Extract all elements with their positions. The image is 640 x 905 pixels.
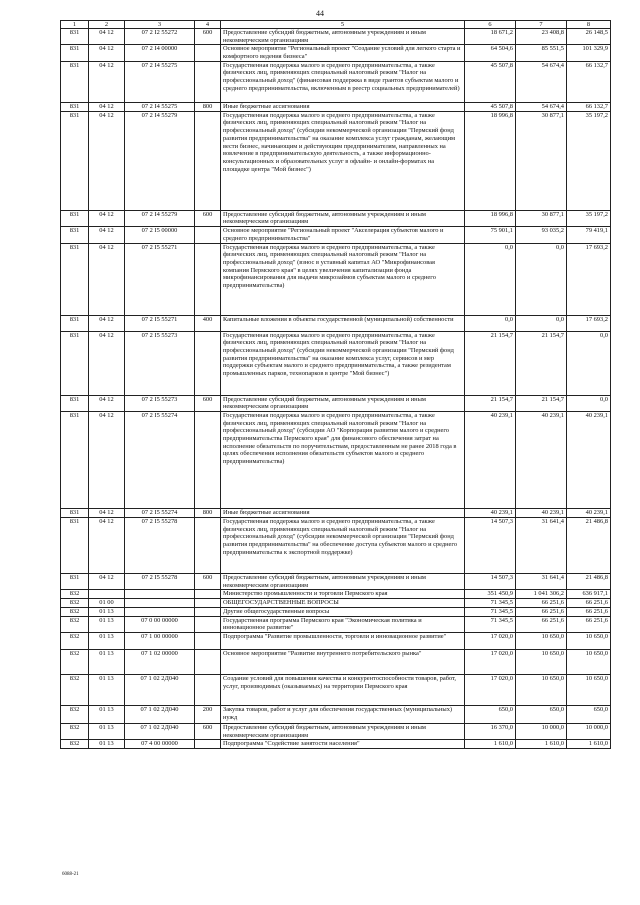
table-row <box>61 517 611 573</box>
table-row <box>61 227 611 243</box>
cell-col-year-1: 17 020,0 <box>465 650 516 675</box>
cell-col-glava: 832 <box>61 616 89 632</box>
cell-col-vr <box>195 227 221 243</box>
cell-col-razdel: 01 13 <box>89 633 125 650</box>
cell-col-csr: 07 2 I4 00000 <box>125 45 195 61</box>
header-col-3: 3 <box>125 21 195 29</box>
cell-col-glava: 832 <box>61 598 89 607</box>
cell-col-year-2: 0,0 <box>516 315 567 331</box>
cell-col-name: Предоставление субсидий бюджетным, автономным учреждениям и иным некоммерческим организациям <box>221 210 465 226</box>
cell-col-vr <box>195 45 221 61</box>
cell-col-year-1: 21 154,7 <box>465 331 516 395</box>
cell-col-name: Капитальные вложения в объекты государственной (муниципальной) собственности <box>221 315 465 331</box>
cell-col-name: Государственная поддержка малого и среднего предпринимательства, а также физических лиц, применяющих специальный налоговый режим "Налог на профессиональный доход" (финансовая поддержка в виде грантов субъектам малого и среднего предпринимательства, включенным в реестр социальных предпринимателей) <box>221 61 465 102</box>
cell-col-razdel: 01 13 <box>89 607 125 616</box>
table-header <box>61 21 611 29</box>
header-col-5: 5 <box>221 21 465 29</box>
cell-col-name: Закупка товаров, работ и услуг для обеспечения государственных (муниципальных) нужд <box>221 706 465 724</box>
cell-col-year-3: 0,0 <box>567 331 611 395</box>
cell-col-year-3: 66 132,7 <box>567 102 611 111</box>
cell-col-csr: 07 2 I5 00000 <box>125 227 195 243</box>
cell-col-year-3: 17 693,2 <box>567 315 611 331</box>
cell-col-year-2: 650,0 <box>516 706 567 724</box>
cell-col-glava: 831 <box>61 243 89 315</box>
table-row <box>61 395 611 411</box>
cell-col-glava: 831 <box>61 210 89 226</box>
cell-col-year-3: 35 197,2 <box>567 111 611 210</box>
cell-col-glava: 832 <box>61 724 89 740</box>
cell-col-year-2: 54 674,4 <box>516 102 567 111</box>
cell-col-year-2: 23 408,8 <box>516 29 567 45</box>
cell-col-vr <box>195 243 221 315</box>
table-row <box>61 508 611 517</box>
cell-col-glava: 831 <box>61 411 89 508</box>
cell-col-year-2: 40 239,1 <box>516 508 567 517</box>
table-row <box>61 29 611 45</box>
cell-col-razdel: 01 13 <box>89 706 125 724</box>
cell-col-name: Создание условий для повышения качества и конкурентоспособности товаров, работ, услуг, производимых (оказываемых) на территории Пермского края <box>221 675 465 706</box>
cell-col-csr <box>125 590 195 599</box>
cell-col-razdel <box>89 590 125 599</box>
cell-col-vr <box>195 675 221 706</box>
cell-col-razdel: 04 12 <box>89 227 125 243</box>
cell-col-csr: 07 1 02 2Д040 <box>125 675 195 706</box>
cell-col-name: Государственная поддержка малого и среднего предпринимательства, а также физических лиц, применяющих специальный налоговый режим "Налог на профессиональный доход" (взнос в уставный капитал АО "Микрофинансовая компания Пермского края" в целях увеличения капитализации фонда микрофинансирования для выдачи микрозаймов субъектам малого и среднего предпринимательства) <box>221 243 465 315</box>
cell-col-year-2: 31 641,4 <box>516 573 567 589</box>
cell-col-year-1: 14 507,3 <box>465 517 516 573</box>
header-col-2: 2 <box>89 21 125 29</box>
cell-col-razdel: 04 12 <box>89 243 125 315</box>
table-row <box>61 331 611 395</box>
cell-col-year-2: 66 251,6 <box>516 616 567 632</box>
cell-col-year-2: 30 877,1 <box>516 210 567 226</box>
table-row <box>61 111 611 210</box>
cell-col-razdel: 01 13 <box>89 724 125 740</box>
cell-col-year-2: 0,0 <box>516 243 567 315</box>
cell-col-name: Государственная поддержка малого и среднего предпринимательства, а также физических лиц, применяющих специальный налоговый режим "Налог на профессиональный доход" (субсидии АО "Корпорация развития малого и среднего предпринимательства Пермского края" для финансового обеспечения затрат на исполнение обязательств по поручительствам, предоставленным не ранее 2018 года в целях обеспечения исполнения обязательств субъектов малого и среднего предпринимательства) <box>221 411 465 508</box>
cell-col-razdel: 04 12 <box>89 573 125 589</box>
cell-col-year-3: 10 000,0 <box>567 724 611 740</box>
cell-col-glava: 831 <box>61 29 89 45</box>
cell-col-name: Государственная программа Пермского края "Экономическая политика и инновационное развитие" <box>221 616 465 632</box>
cell-col-vr <box>195 111 221 210</box>
cell-col-razdel: 04 12 <box>89 508 125 517</box>
cell-col-year-2: 66 251,6 <box>516 598 567 607</box>
cell-col-vr <box>195 740 221 749</box>
cell-col-csr <box>125 607 195 616</box>
cell-col-glava: 832 <box>61 675 89 706</box>
cell-col-name: Основное мероприятие "Региональный проект "Создание условий для легкого старта и комфортного ведения бизнеса" <box>221 45 465 61</box>
cell-col-year-2: 21 154,7 <box>516 331 567 395</box>
cell-col-year-1: 18 996,8 <box>465 111 516 210</box>
cell-col-year-2: 85 551,5 <box>516 45 567 61</box>
cell-col-name: Основное мероприятие "Развитие внутреннего потребительского рынка" <box>221 650 465 675</box>
cell-col-name: Министерство промышленности и торговли Пермского края <box>221 590 465 599</box>
cell-col-csr: 07 2 I5 55278 <box>125 573 195 589</box>
cell-col-year-2: 40 239,1 <box>516 411 567 508</box>
cell-col-year-3: 26 148,5 <box>567 29 611 45</box>
cell-col-year-3: 10 650,0 <box>567 650 611 675</box>
cell-col-vr <box>195 517 221 573</box>
cell-col-year-1: 45 507,8 <box>465 102 516 111</box>
header-col-1: 1 <box>61 21 89 29</box>
cell-col-vr <box>195 331 221 395</box>
cell-col-year-3: 1 610,0 <box>567 740 611 749</box>
cell-col-glava: 831 <box>61 102 89 111</box>
header-col-6: 6 <box>465 21 516 29</box>
table-row <box>61 616 611 632</box>
cell-col-razdel: 01 13 <box>89 650 125 675</box>
cell-col-year-3: 66 251,6 <box>567 607 611 616</box>
cell-col-vr <box>195 61 221 102</box>
cell-col-name: Государственная поддержка малого и среднего предпринимательства, а также физических лиц, применяющих специальный налоговый режим "Налог на профессиональный доход" (субсидии некоммерческой организации "Пермский фонд развития предпринимательства" на обеспечение доступа субъектов малого и среднего предпринимательства к экспортной поддержке) <box>221 517 465 573</box>
cell-col-vr <box>195 590 221 599</box>
table-row <box>61 598 611 607</box>
table-row <box>61 706 611 724</box>
cell-col-vr <box>195 650 221 675</box>
cell-col-name: Другие общегосударственные вопросы <box>221 607 465 616</box>
cell-col-year-1: 40 239,1 <box>465 411 516 508</box>
header-col-8: 8 <box>567 21 611 29</box>
cell-col-name: Иные бюджетные ассигнования <box>221 102 465 111</box>
footer-code: 6088-21 <box>62 872 79 877</box>
cell-col-year-2: 31 641,4 <box>516 517 567 573</box>
header-col-4: 4 <box>195 21 221 29</box>
cell-col-vr <box>195 633 221 650</box>
cell-col-year-3: 40 239,1 <box>567 411 611 508</box>
cell-col-year-1: 71 345,5 <box>465 616 516 632</box>
page-number: 44 <box>316 9 324 18</box>
cell-col-year-1: 1 610,0 <box>465 740 516 749</box>
cell-col-glava: 832 <box>61 706 89 724</box>
cell-col-csr: 07 2 I4 55275 <box>125 61 195 102</box>
table-row <box>61 573 611 589</box>
header-row <box>61 21 611 29</box>
cell-col-glava: 831 <box>61 45 89 61</box>
cell-col-year-1: 0,0 <box>465 315 516 331</box>
table-row <box>61 102 611 111</box>
cell-col-year-1: 21 154,7 <box>465 395 516 411</box>
cell-col-glava: 832 <box>61 650 89 675</box>
cell-col-csr: 07 2 I5 55271 <box>125 315 195 331</box>
cell-col-glava: 831 <box>61 227 89 243</box>
cell-col-name: Предоставление субсидий бюджетным, автономным учреждениям и иным некоммерческим организациям <box>221 395 465 411</box>
cell-col-name: Подпрограмма "Развитие промышленности, торговли и инновационное развитие" <box>221 633 465 650</box>
table-row <box>61 315 611 331</box>
cell-col-year-2: 21 154,7 <box>516 395 567 411</box>
cell-col-year-2: 10 650,0 <box>516 650 567 675</box>
cell-col-year-3: 17 693,2 <box>567 243 611 315</box>
cell-col-csr: 07 2 I5 55278 <box>125 517 195 573</box>
cell-col-glava: 831 <box>61 111 89 210</box>
cell-col-razdel: 04 12 <box>89 210 125 226</box>
cell-col-razdel: 04 12 <box>89 61 125 102</box>
cell-col-csr: 07 0 00 00000 <box>125 616 195 632</box>
cell-col-vr <box>195 598 221 607</box>
cell-col-csr: 07 1 00 00000 <box>125 633 195 650</box>
cell-col-year-2: 10 650,0 <box>516 675 567 706</box>
cell-col-glava: 831 <box>61 517 89 573</box>
cell-col-year-3: 66 251,6 <box>567 616 611 632</box>
cell-col-year-3: 650,0 <box>567 706 611 724</box>
cell-col-year-1: 40 239,1 <box>465 508 516 517</box>
table-row <box>61 210 611 226</box>
cell-col-year-2: 1 610,0 <box>516 740 567 749</box>
table-row <box>61 675 611 706</box>
cell-col-vr: 600 <box>195 395 221 411</box>
cell-col-vr <box>195 411 221 508</box>
cell-col-glava: 831 <box>61 315 89 331</box>
cell-col-csr: 07 1 02 00000 <box>125 650 195 675</box>
table-row <box>61 724 611 740</box>
cell-col-vr: 800 <box>195 508 221 517</box>
cell-col-year-1: 16 370,0 <box>465 724 516 740</box>
cell-col-razdel: 04 12 <box>89 411 125 508</box>
cell-col-razdel: 04 12 <box>89 331 125 395</box>
cell-col-vr <box>195 616 221 632</box>
cell-col-year-1: 351 450,9 <box>465 590 516 599</box>
cell-col-vr: 600 <box>195 724 221 740</box>
cell-col-year-1: 0,0 <box>465 243 516 315</box>
cell-col-year-3: 10 650,0 <box>567 633 611 650</box>
cell-col-razdel: 04 12 <box>89 395 125 411</box>
cell-col-razdel: 04 12 <box>89 315 125 331</box>
table-row <box>61 650 611 675</box>
cell-col-year-2: 10 000,0 <box>516 724 567 740</box>
cell-col-name: Государственная поддержка малого и среднего предпринимательства, а также физических лиц, применяющих специальный налоговый режим "Налог на профессиональный доход" (субсидии некоммерческой организации "Пермский фонд развития предпринимательства" на оказание комплекса услуг, сервисов и мер поддержки субъектам малого и среднего предпринимательства, а также резидентам промышленных парков, технопарков в центре "Мой бизнес") <box>221 331 465 395</box>
cell-col-year-2: 66 251,6 <box>516 607 567 616</box>
cell-col-csr: 07 2 I2 55272 <box>125 29 195 45</box>
cell-col-year-2: 30 877,1 <box>516 111 567 210</box>
cell-col-year-3: 0,0 <box>567 395 611 411</box>
cell-col-razdel: 01 00 <box>89 598 125 607</box>
budget-table <box>60 20 611 749</box>
cell-col-vr: 200 <box>195 706 221 724</box>
cell-col-year-1: 17 020,0 <box>465 675 516 706</box>
cell-col-name: Иные бюджетные ассигнования <box>221 508 465 517</box>
cell-col-razdel: 04 12 <box>89 111 125 210</box>
cell-col-razdel: 04 12 <box>89 45 125 61</box>
cell-col-glava: 831 <box>61 573 89 589</box>
cell-col-razdel: 04 12 <box>89 517 125 573</box>
cell-col-vr <box>195 607 221 616</box>
cell-col-year-3: 21 486,8 <box>567 573 611 589</box>
cell-col-name: Предоставление субсидий бюджетным, автономным учреждениям и иным некоммерческим организациям <box>221 29 465 45</box>
cell-col-csr: 07 2 I4 55279 <box>125 111 195 210</box>
table-row <box>61 45 611 61</box>
cell-col-razdel: 01 13 <box>89 740 125 749</box>
cell-col-glava: 831 <box>61 508 89 517</box>
cell-col-year-3: 79 419,1 <box>567 227 611 243</box>
cell-col-name: Основное мероприятие "Региональный проект "Акселерация субъектов малого и среднего предпринимательства" <box>221 227 465 243</box>
cell-col-year-3: 66 132,7 <box>567 61 611 102</box>
cell-col-year-3: 40 239,1 <box>567 508 611 517</box>
table-row <box>61 590 611 599</box>
cell-col-vr: 600 <box>195 573 221 589</box>
cell-col-year-2: 54 674,4 <box>516 61 567 102</box>
cell-col-year-2: 1 041 306,2 <box>516 590 567 599</box>
table-row <box>61 607 611 616</box>
cell-col-name: Подпрограмма "Содействие занятости населения" <box>221 740 465 749</box>
cell-col-year-1: 18 996,8 <box>465 210 516 226</box>
cell-col-razdel: 01 13 <box>89 616 125 632</box>
cell-col-csr <box>125 598 195 607</box>
cell-col-year-1: 71 345,5 <box>465 598 516 607</box>
cell-col-name: Государственная поддержка малого и среднего предпринимательства, а также физических лиц, применяющих специальный налоговый режим "Налог на профессиональный доход" (субсидии некоммерческой организации "Пермский фонд развития предпринимательства" на оказание комплекса услуг гражданам, желающим вести бизнес, начинающим и действующим предпринимателям, направленных на вовлечение в предпринимательскую деятельность, а также информационно-консультационных и образовательных услуг в офлайн- и онлайн-форматах на площадке центра "Мой бизнес") <box>221 111 465 210</box>
cell-col-glava: 832 <box>61 607 89 616</box>
cell-col-glava: 831 <box>61 61 89 102</box>
table-row <box>61 243 611 315</box>
cell-col-razdel: 04 12 <box>89 29 125 45</box>
cell-col-razdel: 04 12 <box>89 102 125 111</box>
cell-col-csr: 07 2 I5 55273 <box>125 331 195 395</box>
cell-col-year-1: 18 671,2 <box>465 29 516 45</box>
cell-col-csr: 07 1 02 2Д040 <box>125 706 195 724</box>
cell-col-year-3: 35 197,2 <box>567 210 611 226</box>
cell-col-csr: 07 1 02 2Д040 <box>125 724 195 740</box>
cell-col-glava: 832 <box>61 633 89 650</box>
cell-col-name: ОБЩЕГОСУДАРСТВЕННЫЕ ВОПРОСЫ <box>221 598 465 607</box>
cell-col-vr: 400 <box>195 315 221 331</box>
cell-col-glava: 832 <box>61 590 89 599</box>
table-row <box>61 740 611 749</box>
cell-col-vr: 600 <box>195 210 221 226</box>
cell-col-year-1: 14 507,3 <box>465 573 516 589</box>
cell-col-year-1: 17 020,0 <box>465 633 516 650</box>
cell-col-csr: 07 4 00 00000 <box>125 740 195 749</box>
cell-col-csr: 07 2 I4 55275 <box>125 102 195 111</box>
cell-col-glava: 831 <box>61 395 89 411</box>
cell-col-year-1: 75 901,1 <box>465 227 516 243</box>
cell-col-csr: 07 2 I5 55274 <box>125 508 195 517</box>
cell-col-csr: 07 2 I5 55274 <box>125 411 195 508</box>
cell-col-year-3: 101 329,9 <box>567 45 611 61</box>
cell-col-csr: 07 2 I5 55271 <box>125 243 195 315</box>
table-body <box>61 29 611 749</box>
cell-col-csr: 07 2 I4 55279 <box>125 210 195 226</box>
cell-col-year-1: 71 345,5 <box>465 607 516 616</box>
cell-col-name: Предоставление субсидий бюджетным, автономным учреждениям и иным некоммерческим организациям <box>221 573 465 589</box>
cell-col-year-2: 93 035,2 <box>516 227 567 243</box>
cell-col-name: Предоставление субсидий бюджетным, автономным учреждениям и иным некоммерческим организациям <box>221 724 465 740</box>
cell-col-vr: 800 <box>195 102 221 111</box>
cell-col-glava: 831 <box>61 331 89 395</box>
table-row <box>61 61 611 102</box>
cell-col-year-2: 10 650,0 <box>516 633 567 650</box>
cell-col-year-3: 10 650,0 <box>567 675 611 706</box>
cell-col-year-1: 45 507,8 <box>465 61 516 102</box>
cell-col-vr: 600 <box>195 29 221 45</box>
cell-col-year-3: 636 917,1 <box>567 590 611 599</box>
cell-col-year-3: 21 486,8 <box>567 517 611 573</box>
cell-col-year-1: 650,0 <box>465 706 516 724</box>
cell-col-year-1: 64 504,6 <box>465 45 516 61</box>
table-row <box>61 633 611 650</box>
cell-col-csr: 07 2 I5 55273 <box>125 395 195 411</box>
cell-col-razdel: 01 13 <box>89 675 125 706</box>
cell-col-glava: 832 <box>61 740 89 749</box>
cell-col-year-3: 66 251,6 <box>567 598 611 607</box>
table-row <box>61 411 611 508</box>
header-col-7: 7 <box>516 21 567 29</box>
